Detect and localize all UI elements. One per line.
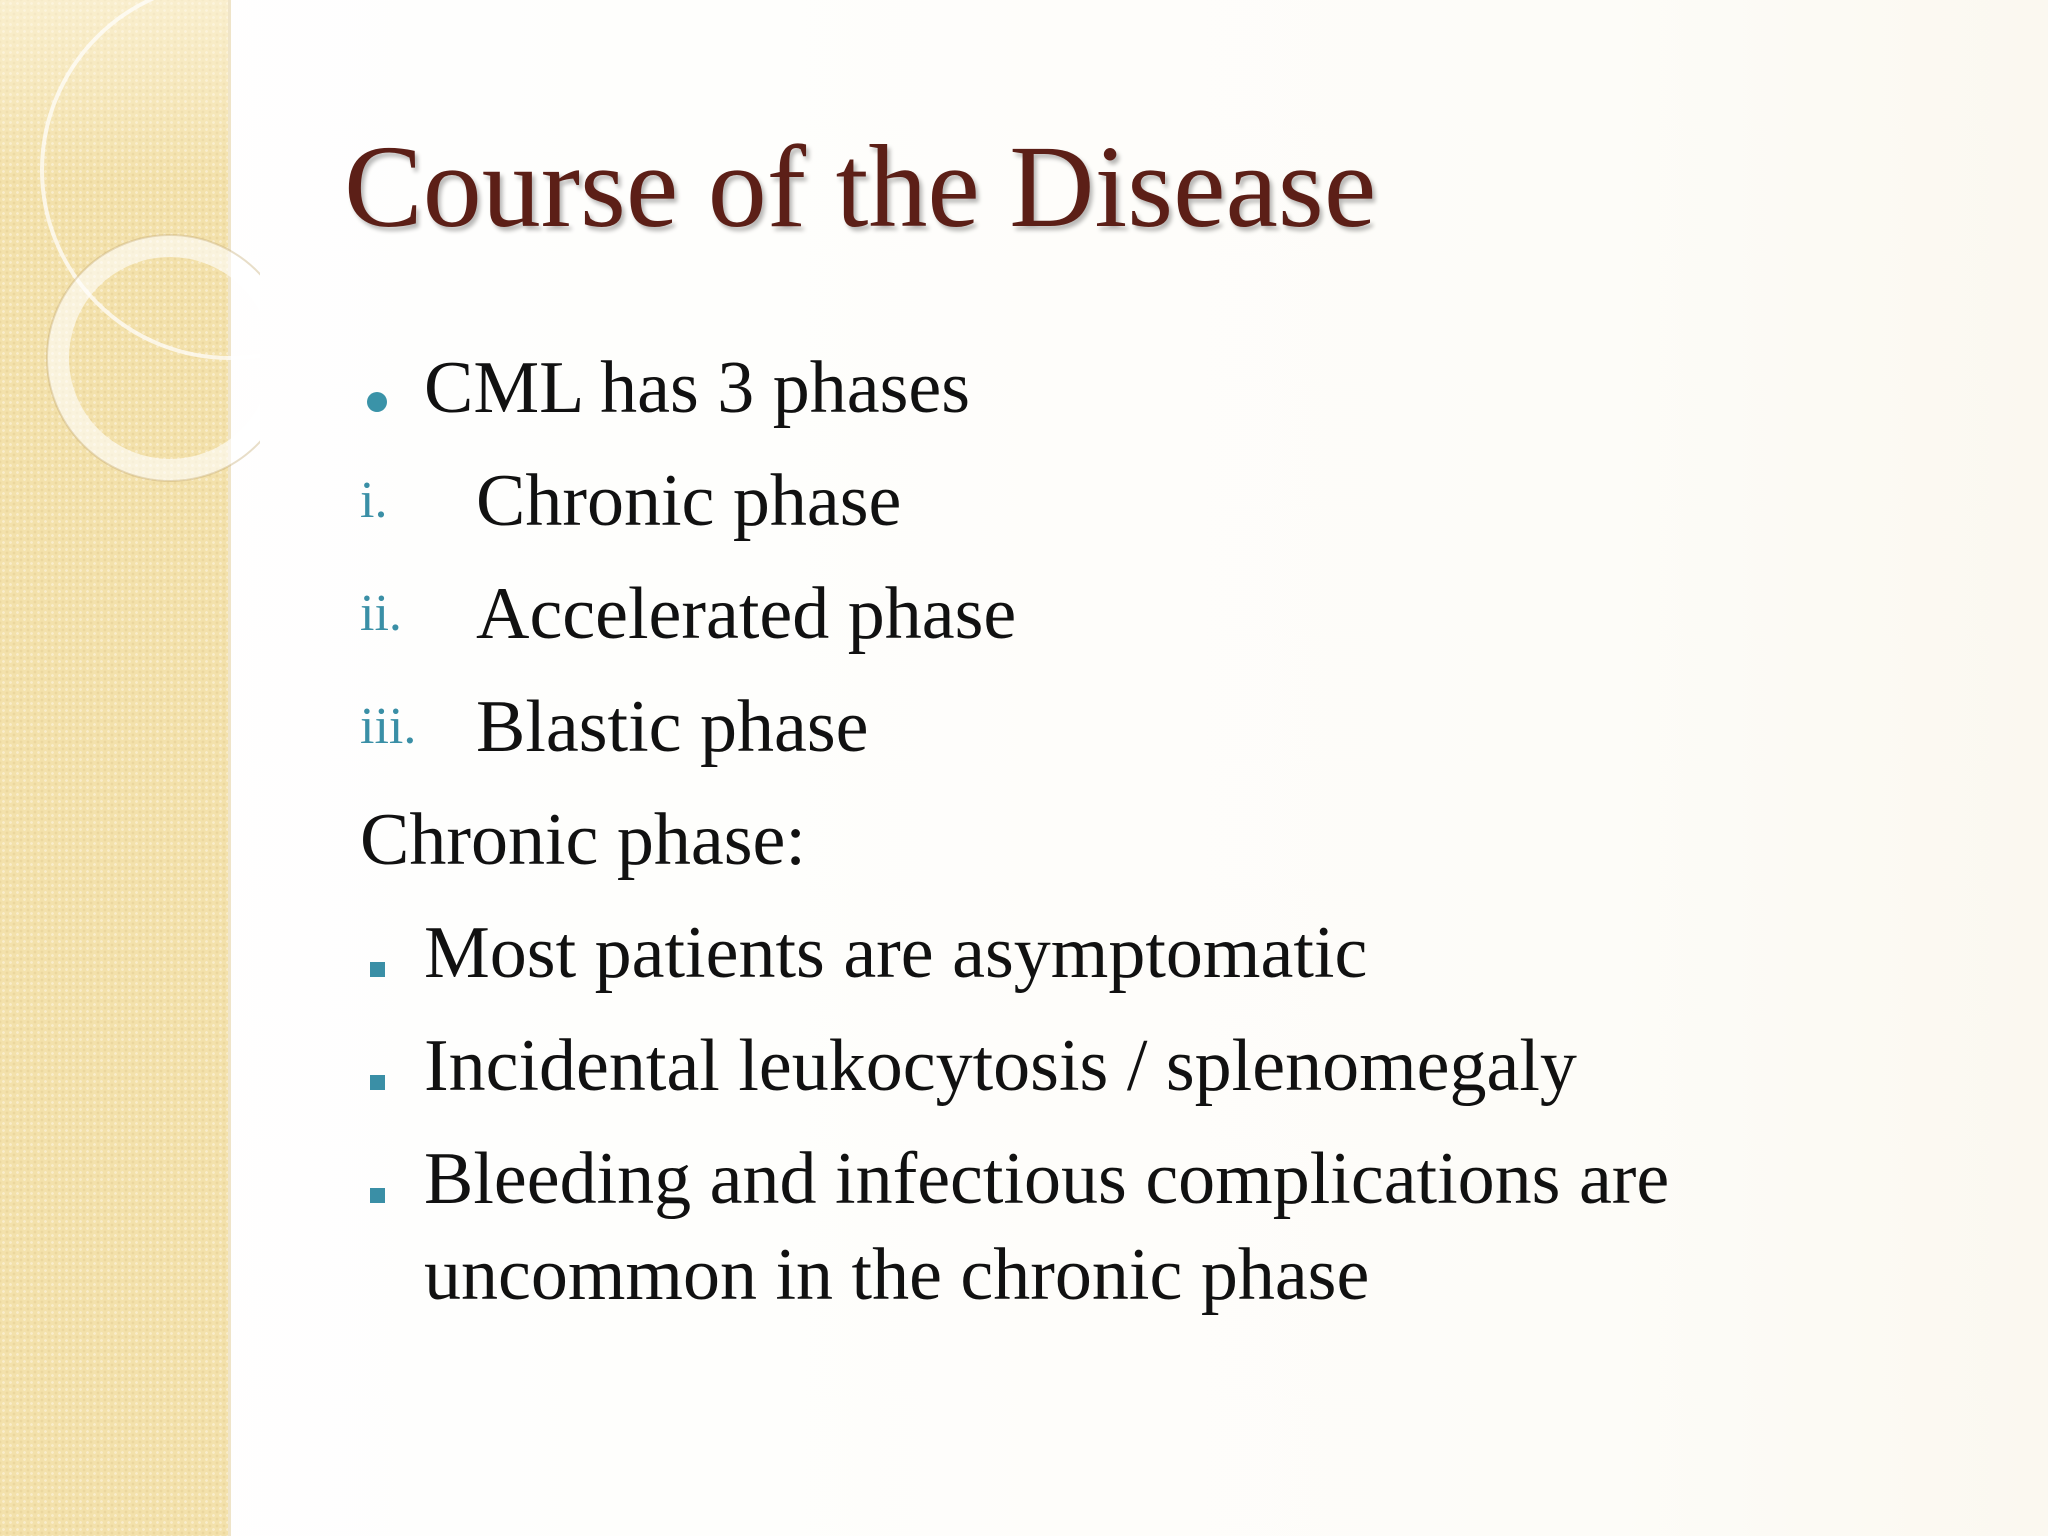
chronic-phase-subheading (360, 792, 2000, 905)
phase-numeral: i. (360, 472, 388, 529)
detail-item (360, 905, 2000, 1018)
phase-label: Accelerated phase (476, 573, 1017, 655)
square-bullet-icon (360, 1131, 385, 1227)
detail-text: Most patients are asymptomatic (424, 912, 1368, 994)
phase-item-accelerated (360, 566, 2000, 679)
detail-text: Incidental leukocytosis / splenomegaly (424, 1025, 1577, 1107)
phase-numeral: ii. (360, 585, 402, 642)
square-bullet-icon (360, 905, 385, 1001)
intro-bullet-text: CML has 3 phases (424, 347, 971, 429)
subheading-text: Chronic phase: (360, 799, 806, 881)
slide-content (360, 340, 2000, 1331)
slide-title: Course of the Disease (344, 121, 1377, 252)
phase-label: Blastic phase (476, 686, 869, 768)
intro-bullet (360, 340, 2000, 453)
detail-item (360, 1018, 2000, 1131)
phase-item-blastic (360, 679, 2000, 792)
phase-label: Chronic phase (476, 460, 902, 542)
square-bullet-icon (360, 1018, 385, 1114)
phase-numeral: iii. (360, 698, 417, 755)
phase-item-chronic (360, 453, 2000, 566)
detail-text: Bleeding and infectious complications are uncommon in the chronic phase (424, 1138, 1670, 1316)
bullet-dot-icon (360, 340, 387, 436)
decorative-rings (0, 0, 260, 520)
detail-item (360, 1131, 2000, 1331)
